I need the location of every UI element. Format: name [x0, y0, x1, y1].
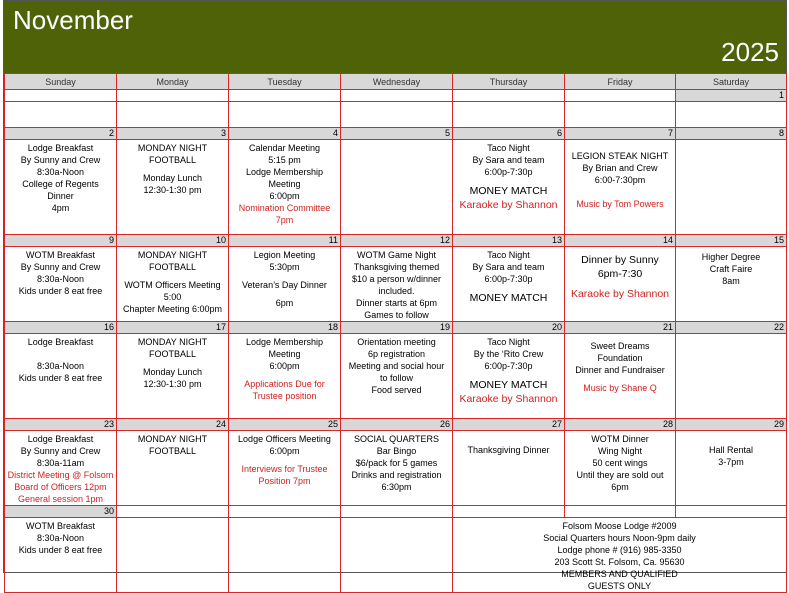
event-line: Foundation — [597, 353, 643, 363]
event-line: Dinner and Fundraiser — [575, 365, 665, 375]
event-line: Lodge Officers Meeting — [238, 434, 331, 444]
event-line: 6:00p-7:30p — [484, 274, 533, 284]
event-line: 5:00 — [163, 292, 182, 302]
day-number: 10 — [117, 235, 229, 247]
week-1-numbers — [5, 90, 787, 102]
event-line: 6pm — [275, 298, 294, 308]
event-line: $6/pack for 5 games — [355, 458, 438, 468]
event-line: 6:00-7:30pm — [594, 175, 646, 185]
day-cell-nov-25 — [229, 431, 341, 506]
day-cell-nov-16 — [5, 334, 117, 419]
event-line: 5:15 pm — [268, 155, 301, 165]
event-line: Higher Degree — [701, 252, 761, 262]
event-line: SOCIAL QUARTERS — [353, 434, 440, 444]
day-cell-nov-22 — [676, 334, 787, 419]
weekday-wednesday: Wednesday — [341, 74, 453, 90]
event-line: Thanksgiving themed — [353, 262, 440, 272]
day-cell-nov-14 — [565, 247, 676, 322]
weekday-header-row — [5, 74, 787, 90]
event-line: WOTM Breakfast — [25, 521, 95, 531]
day-cell-nov-13 — [453, 247, 565, 322]
day-cell-nov-29 — [676, 431, 787, 506]
day-number: 12 — [341, 235, 453, 247]
day-number — [676, 506, 787, 518]
event-line: By Sunny and Crew — [20, 155, 101, 165]
event-line: 6pm — [611, 482, 629, 492]
event-line: Food served — [371, 385, 422, 395]
event-line: Sweet Dreams — [590, 341, 650, 351]
day-cell — [565, 102, 676, 128]
event-line: Meeting — [268, 179, 301, 189]
day-number: 6 — [453, 128, 565, 140]
day-cell-nov-27 — [453, 431, 565, 506]
event-line: Orientation meeting — [357, 337, 436, 347]
week-5-events — [5, 431, 787, 506]
day-number — [5, 90, 117, 102]
event-line: Bar Bingo — [376, 446, 417, 456]
event-line: WOTM Breakfast — [25, 250, 95, 260]
event-line: Kids under 8 eat free — [18, 286, 103, 296]
event-line: District Meeting @ Folsom — [7, 470, 114, 480]
event-line: By Brian and Crew — [582, 163, 658, 173]
event-line: Interviews for Trustee — [241, 464, 328, 474]
event-line: Music by Shane Q — [583, 383, 657, 393]
event-line: 6:00p-7:30p — [484, 361, 533, 371]
event-line: College of Regents — [22, 179, 99, 189]
event-line: Wing Night — [597, 446, 642, 456]
day-cell-nov-10 — [117, 247, 229, 322]
day-cell — [341, 102, 453, 128]
event-line: MONEY MATCH — [469, 185, 548, 197]
event-line: Lodge Breakfast — [27, 434, 94, 444]
event-line: Meeting and social hour — [348, 361, 445, 371]
day-number — [453, 506, 565, 518]
week-6-events — [5, 518, 787, 593]
lodge-note: GUESTS ONLY — [587, 581, 652, 591]
event-line: Hall Rental — [708, 445, 754, 455]
day-number: 18 — [229, 322, 341, 334]
event-line: 6:00pm — [269, 446, 300, 456]
day-number: 2 — [5, 128, 117, 140]
week-3-events — [5, 247, 787, 322]
event-line: Monday Lunch — [142, 173, 203, 183]
lodge-note: MEMBERS AND QUALIFIED — [561, 569, 678, 579]
day-cell-nov-17 — [117, 334, 229, 419]
day-number — [453, 90, 565, 102]
day-number: 1 — [676, 90, 787, 102]
lodge-name: Folsom Moose Lodge #2009 — [562, 521, 677, 531]
year-title: 2025 — [721, 37, 779, 67]
day-cell-nov-15 — [676, 247, 787, 322]
event-line: MONEY MATCH — [469, 379, 548, 391]
event-line: MONDAY NIGHT — [137, 250, 208, 260]
day-cell-nov-28 — [565, 431, 676, 506]
day-cell — [676, 102, 787, 128]
event-line: Drinks and registration — [351, 470, 442, 480]
weekday-tuesday: Tuesday — [229, 74, 341, 90]
day-number — [565, 506, 676, 518]
event-line: Lodge Membership — [245, 337, 324, 347]
day-number: 19 — [341, 322, 453, 334]
calendar-header — [4, 1, 786, 73]
day-number: 27 — [453, 419, 565, 431]
event-line: 8:30a-11am — [36, 458, 85, 468]
event-line: Kids under 8 eat free — [18, 545, 103, 555]
day-number: 5 — [341, 128, 453, 140]
event-line: MONDAY NIGHT — [137, 337, 208, 347]
day-number: 24 — [117, 419, 229, 431]
weekday-sunday: Sunday — [5, 74, 117, 90]
event-line: Position 7pm — [258, 476, 311, 486]
day-cell — [341, 518, 453, 593]
day-cell-nov-7 — [565, 140, 676, 235]
event-line: Meeting — [268, 349, 301, 359]
event-line: Music by Tom Powers — [576, 199, 664, 209]
day-cell-nov-8 — [676, 140, 787, 235]
event-line: 8:30a-Noon — [36, 533, 85, 543]
event-line: Craft Faire — [709, 264, 753, 274]
event-line: By Sara and team — [472, 262, 545, 272]
event-line: FOOTBALL — [148, 262, 196, 272]
day-cell-nov-30 — [5, 518, 117, 593]
event-line: FOOTBALL — [148, 349, 196, 359]
day-number: 9 — [5, 235, 117, 247]
event-line: Taco Night — [487, 143, 530, 153]
event-line: By Sunny and Crew — [20, 262, 101, 272]
event-line: Monday Lunch — [142, 367, 203, 377]
day-cell-nov-5 — [341, 140, 453, 235]
event-line: General session 1pm — [17, 494, 104, 504]
week-2-numbers — [5, 128, 787, 140]
event-line: 6p registration — [367, 349, 426, 359]
day-number — [341, 506, 453, 518]
day-cell-nov-21 — [565, 334, 676, 419]
day-number — [229, 90, 341, 102]
event-line: 7pm — [275, 215, 294, 225]
week-3-numbers — [5, 235, 787, 247]
event-line: 6:30pm — [381, 482, 412, 492]
event-line: Board of Officers 12pm — [14, 482, 107, 492]
event-line: Games to follow — [364, 310, 429, 320]
event-line: WOTM Dinner — [591, 434, 649, 444]
event-line: 3-7pm — [718, 457, 744, 467]
event-line: included. — [378, 286, 415, 296]
month-title: November — [13, 5, 133, 35]
event-line: 8:30a-Noon — [36, 274, 85, 284]
day-cell-nov-24 — [117, 431, 229, 506]
event-line: Dinner by Sunny — [581, 254, 659, 266]
event-line: Trustee position — [252, 391, 317, 401]
day-cell-nov-18 — [229, 334, 341, 419]
day-cell-nov-23 — [5, 431, 117, 506]
event-line: By Sara and team — [472, 155, 545, 165]
week-5-numbers — [5, 419, 787, 431]
event-line: 12:30-1:30 pm — [143, 379, 202, 389]
event-line: MONDAY NIGHT — [137, 143, 208, 153]
event-line: 6pm-7:30 — [597, 268, 643, 280]
event-line: $10 a person w/dinner — [351, 274, 442, 284]
lodge-info-block — [453, 518, 787, 593]
event-line: 12:30-1:30 pm — [143, 185, 202, 195]
event-line: 4pm — [51, 203, 70, 213]
day-cell-nov-3 — [117, 140, 229, 235]
event-line: 6:00p-7:30p — [484, 167, 533, 177]
day-cell — [5, 102, 117, 128]
day-cell-nov-19 — [341, 334, 453, 419]
day-number: 7 — [565, 128, 676, 140]
day-number: 8 — [676, 128, 787, 140]
day-number: 17 — [117, 322, 229, 334]
day-cell — [117, 518, 229, 593]
day-number — [117, 90, 229, 102]
day-number: 25 — [229, 419, 341, 431]
event-line: Karaoke by Shannon — [459, 393, 558, 405]
event-line: Taco Night — [487, 250, 530, 260]
event-line: Dinner starts at 6pm — [355, 298, 438, 308]
event-line: Until they are sold out — [576, 470, 664, 480]
event-line: Lodge Breakfast — [27, 337, 94, 347]
day-number: 4 — [229, 128, 341, 140]
event-line: Veteran’s Day Dinner — [242, 280, 327, 290]
event-line: to follow — [379, 373, 414, 383]
event-line: MONDAY NIGHT — [137, 434, 208, 444]
event-line: Dinner — [47, 191, 74, 201]
event-line: 5:30pm — [269, 262, 300, 272]
event-line: Applications Due for — [244, 379, 325, 389]
week-4-events — [5, 334, 787, 419]
event-line: WOTM Officers Meeting — [124, 280, 221, 290]
day-number: 11 — [229, 235, 341, 247]
day-cell-nov-6 — [453, 140, 565, 235]
day-number — [565, 90, 676, 102]
day-number — [117, 506, 229, 518]
event-line: By the ‘Rito Crew — [473, 349, 544, 359]
event-line: Legion Meeting — [253, 250, 316, 260]
event-line: LEGION STEAK NIGHT — [571, 151, 669, 161]
day-cell-nov-11 — [229, 247, 341, 322]
event-line: 8am — [722, 276, 740, 286]
day-cell — [229, 102, 341, 128]
event-line: 6:00pm — [269, 361, 300, 371]
event-line: By Sunny and Crew — [20, 446, 101, 456]
event-line: 8:30a-Noon — [36, 167, 85, 177]
day-cell-nov-9 — [5, 247, 117, 322]
lodge-address: 203 Scott St. Folsom, Ca. 95630 — [554, 557, 685, 567]
day-number: 15 — [676, 235, 787, 247]
week-2-events — [5, 140, 787, 235]
event-line: Calendar Meeting — [248, 143, 321, 153]
weekday-saturday: Saturday — [676, 74, 787, 90]
day-number: 28 — [565, 419, 676, 431]
day-number: 14 — [565, 235, 676, 247]
weekday-friday: Friday — [565, 74, 676, 90]
day-cell-nov-26 — [341, 431, 453, 506]
day-number — [341, 90, 453, 102]
event-line: FOOTBALL — [148, 446, 196, 456]
event-line: Kids under 8 eat free — [18, 373, 103, 383]
event-line: Karaoke by Shannon — [570, 288, 670, 300]
lodge-phone: Lodge phone # (916) 985-3350 — [557, 545, 682, 555]
weekday-thursday: Thursday — [453, 74, 565, 90]
day-cell-nov-20 — [453, 334, 565, 419]
day-number: 16 — [5, 322, 117, 334]
calendar-grid — [4, 73, 787, 593]
day-cell — [453, 102, 565, 128]
weekday-monday: Monday — [117, 74, 229, 90]
day-cell — [229, 518, 341, 593]
week-4-numbers — [5, 322, 787, 334]
day-number: 20 — [453, 322, 565, 334]
event-line: Lodge Membership — [245, 167, 324, 177]
event-line: Nomination Committee — [238, 203, 331, 213]
event-line: Taco Night — [487, 337, 530, 347]
event-line: Karaoke by Shannon — [459, 199, 558, 211]
week-1-events — [5, 102, 787, 128]
day-number: 21 — [565, 322, 676, 334]
day-number: 30 — [5, 506, 117, 518]
event-line: Chapter Meeting 6:00pm — [122, 304, 223, 314]
day-number: 3 — [117, 128, 229, 140]
day-number: 26 — [341, 419, 453, 431]
day-cell-nov-2 — [5, 140, 117, 235]
day-number — [229, 506, 341, 518]
day-cell-nov-4 — [229, 140, 341, 235]
event-line: Lodge Breakfast — [27, 143, 94, 153]
lodge-hours: Social Quarters hours Noon-9pm daily — [543, 533, 696, 543]
event-line: 6:00pm — [269, 191, 300, 201]
day-cell-nov-12 — [341, 247, 453, 322]
day-number: 13 — [453, 235, 565, 247]
week-6-numbers — [5, 506, 787, 518]
event-line: WOTM Game Night — [356, 250, 436, 260]
day-number: 29 — [676, 419, 787, 431]
event-line: 8:30a-Noon — [36, 361, 85, 371]
event-line: 50 cent wings — [592, 458, 648, 468]
day-cell — [117, 102, 229, 128]
day-number: 22 — [676, 322, 787, 334]
event-line: MONEY MATCH — [469, 292, 548, 304]
event-line: FOOTBALL — [148, 155, 196, 165]
day-number: 23 — [5, 419, 117, 431]
event-line: Thanksgiving Dinner — [467, 445, 550, 455]
